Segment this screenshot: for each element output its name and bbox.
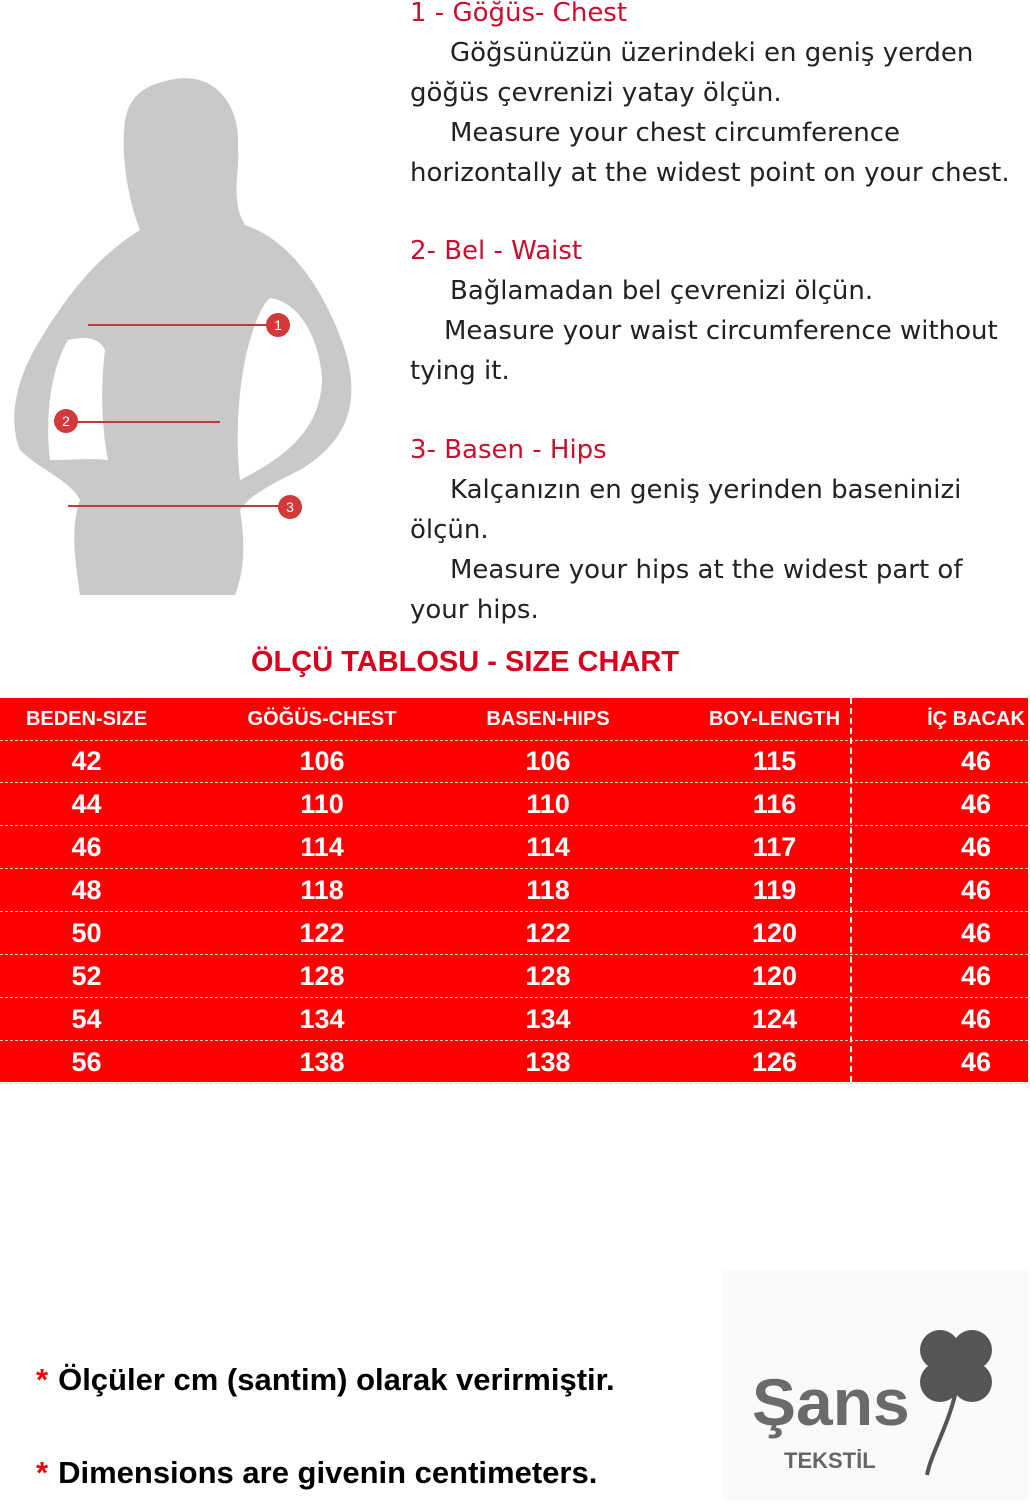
table-row <box>0 783 1028 826</box>
svg-text:1: 1 <box>274 317 282 333</box>
cell-length: 126 <box>751 1046 798 1077</box>
cell-inseam: 46 <box>960 917 992 948</box>
hips-text-tr-2: ölçün. <box>410 515 489 545</box>
chest-text-en-2: horizontally at the widest point on your chest. <box>410 158 1010 188</box>
cell-inseam: 46 <box>960 960 992 991</box>
cell-size: 46 <box>71 831 102 862</box>
cell-length: 117 <box>752 831 797 862</box>
cell-size: 42 <box>71 745 102 776</box>
svg-text:2: 2 <box>62 413 70 429</box>
hips-instructions <box>410 430 1020 630</box>
cell-size: 52 <box>71 960 102 991</box>
cell-hips: 110 <box>526 788 570 819</box>
table-row <box>0 955 1028 998</box>
clover-icon <box>722 1270 1028 1500</box>
cell-chest: 138 <box>299 1046 345 1077</box>
chest-text-tr: Göğsünüzün üzerindeki en geniş yerden <box>450 38 974 68</box>
table-row <box>0 869 1028 912</box>
waist-text-en: Measure your waist circumference without <box>444 316 998 346</box>
cell-chest: 122 <box>299 917 345 948</box>
cell-chest: 114 <box>300 831 344 862</box>
waist-text-tr: Bağlamadan bel çevrenizi ölçün. <box>450 276 874 306</box>
cell-chest: 110 <box>300 788 344 819</box>
cell-length: 115 <box>752 745 797 776</box>
cell-length: 119 <box>752 874 797 905</box>
hips-text-en-2: your hips. <box>410 595 539 625</box>
waist-text-en-2: tying it. <box>410 356 510 386</box>
note-star: * <box>36 1455 49 1490</box>
cell-inseam: 46 <box>960 788 992 819</box>
cell-length: 124 <box>751 1003 798 1034</box>
cell-hips: 106 <box>525 745 571 776</box>
cell-chest: 134 <box>299 1003 345 1034</box>
header-size: BEDEN-SIZE <box>25 707 148 730</box>
note-text: Dimensions are givenin centimeters. <box>58 1455 598 1490</box>
table-row <box>0 826 1028 869</box>
hips-text-tr: Kalçanızın en geniş yerinden baseninizi <box>450 475 962 505</box>
note-units-en <box>36 1455 597 1491</box>
table-header-row <box>0 698 1028 741</box>
hips-heading: 3- Basen - Hips <box>410 435 607 465</box>
size-table <box>0 698 1028 1082</box>
marker-1 <box>266 313 290 337</box>
cell-inseam: 46 <box>960 874 992 905</box>
waist-heading: 2- Bel - Waist <box>410 236 583 266</box>
chest-text-tr-2: göğüs çevrenizi yatay ölçün. <box>410 78 782 108</box>
cell-size: 50 <box>71 917 102 948</box>
table-row <box>0 1041 1028 1084</box>
cell-hips: 138 <box>525 1046 571 1077</box>
cell-length: 116 <box>752 788 797 819</box>
marker-3 <box>278 495 302 519</box>
cell-inseam: 46 <box>960 1003 992 1034</box>
logo-name: Şans <box>752 1365 910 1439</box>
cell-size: 54 <box>71 1003 102 1034</box>
table-row <box>0 912 1028 955</box>
chest-heading: 1 - Göğüs- Chest <box>410 0 628 28</box>
cell-inseam: 46 <box>960 1046 992 1077</box>
body-measurement-figure <box>0 40 400 620</box>
cell-hips: 122 <box>525 917 571 948</box>
header-length: BOY-LENGTH <box>708 707 841 730</box>
cell-chest: 128 <box>299 960 345 991</box>
chest-text-en: Measure your chest circumference <box>450 118 901 148</box>
cell-length: 120 <box>751 960 798 991</box>
marker-2 <box>54 409 78 433</box>
logo-sub: TEKSTİL <box>784 1448 876 1473</box>
cell-size: 56 <box>71 1046 102 1077</box>
cell-length: 120 <box>751 917 798 948</box>
cell-hips: 118 <box>526 874 570 905</box>
cell-hips: 128 <box>525 960 571 991</box>
waist-instructions <box>410 231 1020 391</box>
table-row <box>0 998 1028 1041</box>
note-units-tr <box>36 1362 615 1398</box>
table-row <box>0 740 1028 783</box>
note-star: * <box>36 1362 49 1397</box>
svg-text:3: 3 <box>286 499 294 515</box>
cell-inseam: 46 <box>960 831 992 862</box>
header-hips: BASEN-HIPS <box>486 707 610 730</box>
cell-hips: 134 <box>525 1003 571 1034</box>
cell-hips: 114 <box>526 831 570 862</box>
size-chart-title: ÖLÇÜ TABLOSU - SIZE CHART <box>251 646 679 678</box>
cell-size: 44 <box>71 788 102 819</box>
note-text: Ölçüler cm (santim) olarak verirmiştir. <box>58 1362 615 1397</box>
header-chest: GÖĞÜS-CHEST <box>247 707 397 730</box>
hips-text-en: Measure your hips at the widest part of <box>450 555 963 585</box>
chest-instructions <box>410 0 1020 193</box>
header-inseam: İÇ BACAK <box>927 707 1025 730</box>
cell-size: 48 <box>71 874 102 905</box>
brand-logo <box>722 1270 1028 1500</box>
cell-inseam: 46 <box>960 745 992 776</box>
cell-chest: 118 <box>300 874 344 905</box>
cell-chest: 106 <box>299 745 345 776</box>
